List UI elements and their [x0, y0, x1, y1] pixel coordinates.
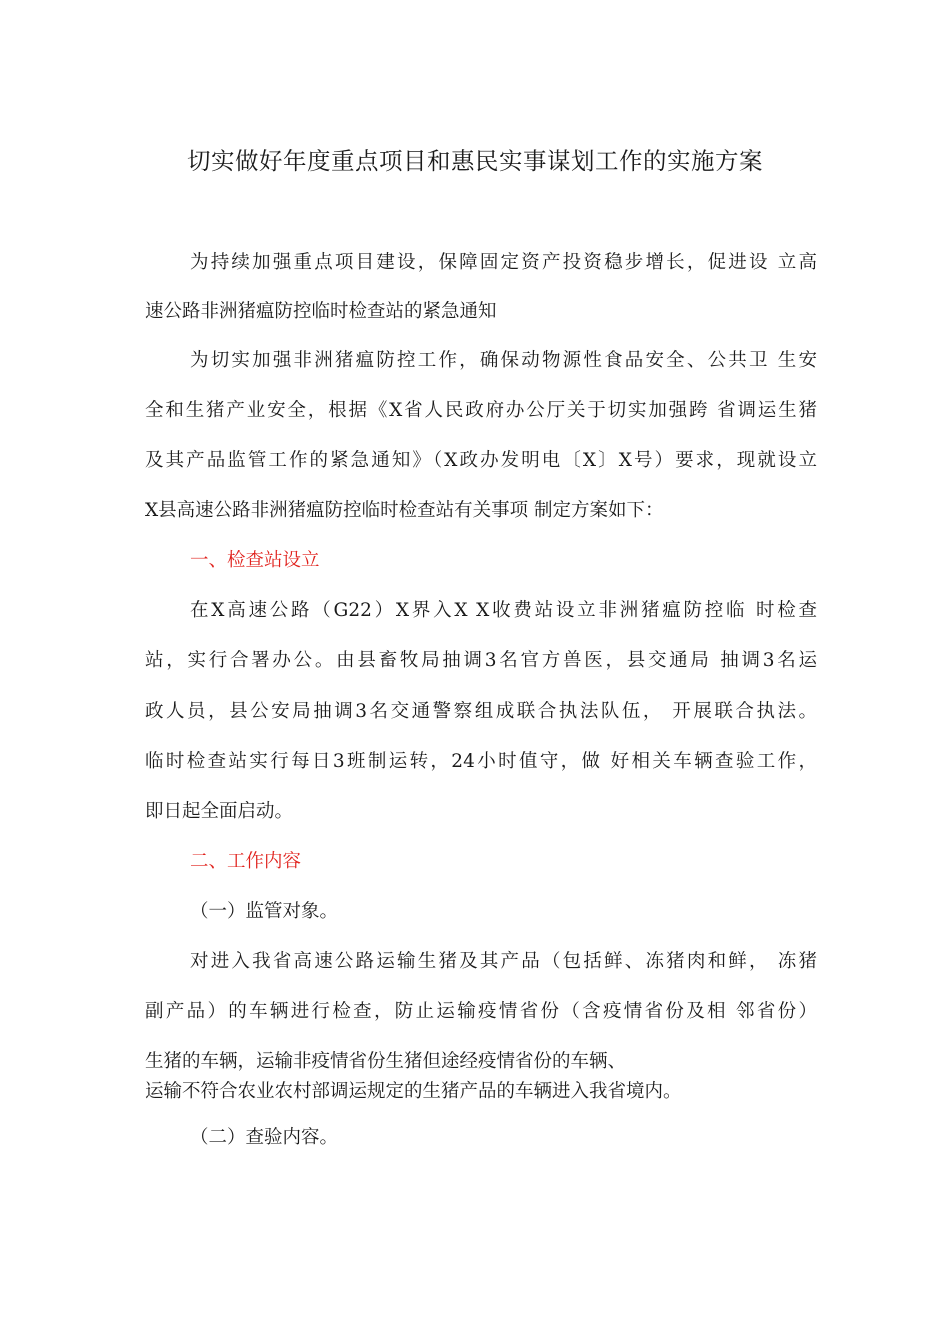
section-heading: 一、检查站设立 — [190, 550, 320, 571]
paragraph-line: 生猪的车辆，运输非疫情省份生猪但途经疫情省份的车辆、 — [145, 1051, 627, 1072]
paragraph-line: 对进入我省高速公路运输生猪及其产品（包括鲜、冻猪肉和鲜， 冻猪 — [190, 951, 817, 972]
section-heading: 二、工作内容 — [190, 851, 302, 872]
paragraph-line: 全和生猪产业安全，根据《X省人民政府办公厅关于切实加强跨 省调运生猪 — [145, 400, 817, 421]
subsection-heading: （一）监管对象。 — [190, 901, 339, 922]
paragraph-line: 政人员，县公安局抽调3名交通警察组成联合执法队伍， 开展联合执法。 — [145, 701, 817, 722]
paragraph-line: 站，实行合署办公。由县畜牧局抽调3名官方兽医，县交通局 抽调3名运 — [145, 650, 817, 671]
paragraph-line: 为切实加强非洲猪瘟防控工作，确保动物源性食品安全、公共卫 生安 — [190, 350, 817, 371]
paragraph-line: 及其产品监管工作的紧急通知》（X政办发明电〔X〕X号）要求，现就设立 — [145, 450, 817, 471]
paragraph-line: 运输不符合农业农村部调运规定的生猪产品的车辆进入我省境内。 — [145, 1081, 682, 1102]
page-title: 切实做好年度重点项目和惠民实事谋划工作的实施方案 — [187, 147, 763, 175]
paragraph-line: X县高速公路非洲猪瘟防控临时检查站有关事项 制定方案如下： — [145, 500, 664, 521]
paragraph-line: 在X高速公路（G22）X界入X X收费站设立非洲猪瘟防控临 时检查 — [190, 600, 817, 621]
paragraph-line: 为持续加强重点项目建设，保障固定资产投资稳步增长，促进设 立高 — [190, 252, 817, 273]
subsection-heading: （二）查验内容。 — [190, 1127, 339, 1148]
paragraph-line: 副产品）的车辆进行检查，防止运输疫情省份（含疫情省份及相 邻省份） — [145, 1001, 817, 1022]
paragraph-line: 临时检查站实行每日3班制运转，24小时值守，做 好相关车辆查验工作， — [145, 751, 817, 772]
paragraph-line: 即日起全面启动。 — [145, 801, 294, 822]
paragraph-line: 速公路非洲猪瘟防控临时检查站的紧急通知 — [145, 301, 497, 322]
